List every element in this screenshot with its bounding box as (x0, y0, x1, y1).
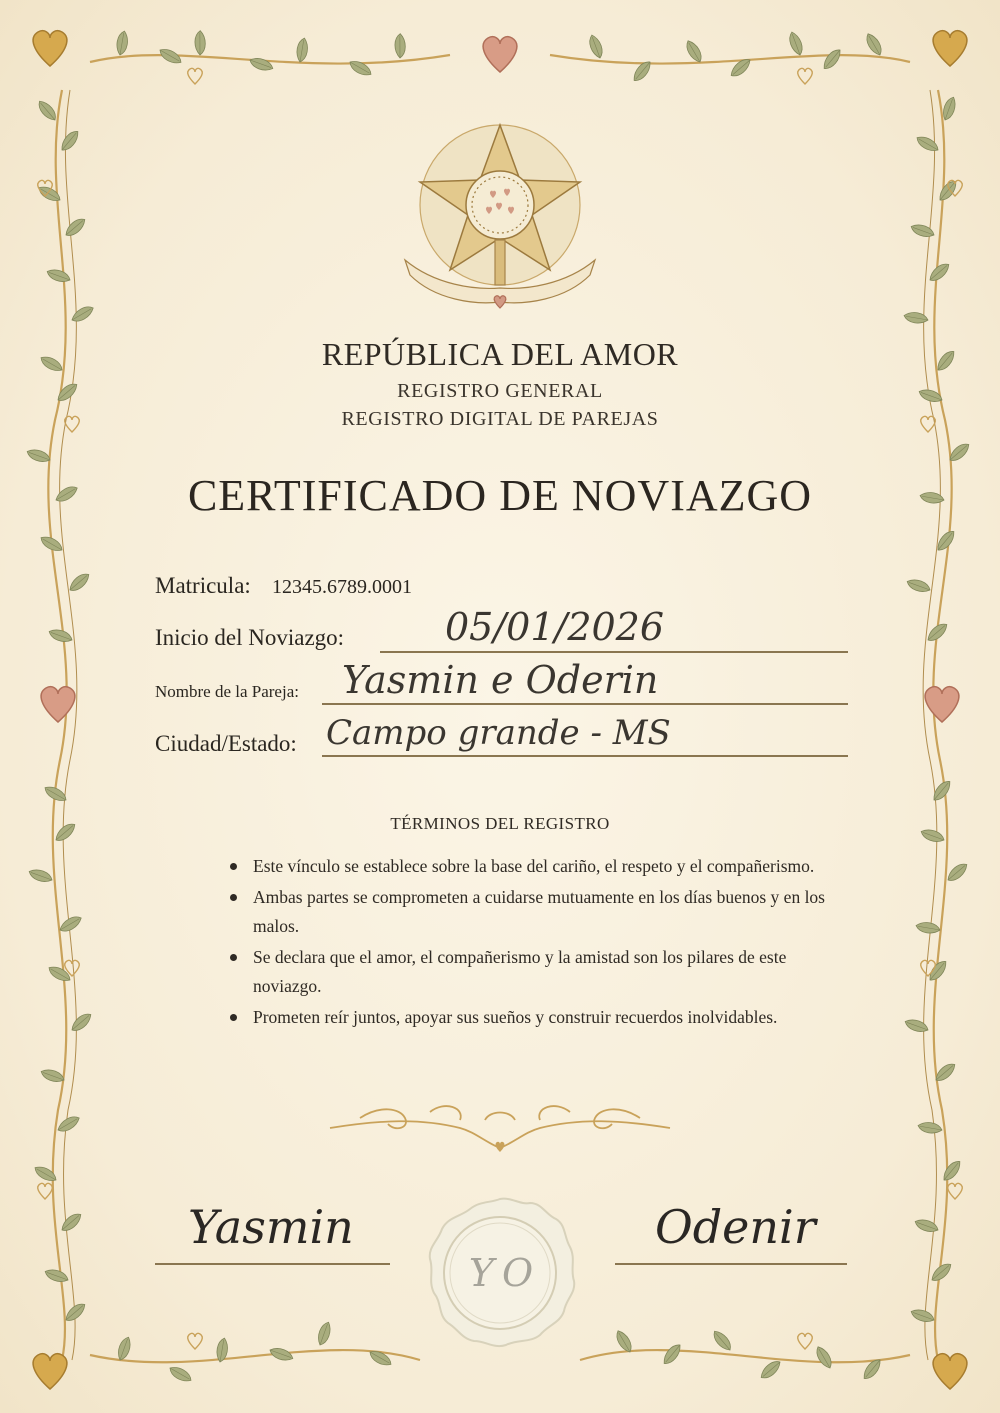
signature-left: Yasmin (188, 1200, 354, 1254)
pareja-underline (322, 703, 848, 705)
ciudad-underline (322, 755, 848, 757)
matricula-label: Matricula: (155, 573, 251, 598)
signature-left-line (155, 1263, 390, 1265)
inicio-underline (380, 651, 848, 653)
inicio-value: 05/01/2026 (445, 605, 665, 649)
matricula-value: 12345.6789.0001 (272, 576, 412, 598)
coat-of-arms-emblem (395, 110, 605, 325)
terms-list (228, 852, 828, 1034)
terms-item: Ambas partes se comprometen a cuidarse mutuamente en los días buenos y en los malos. (228, 883, 828, 941)
certificate-title: CERTIFICADO DE NOVIAZGO (187, 471, 813, 520)
registry-general: REGISTRO GENERAL (397, 380, 603, 402)
terms-item: Prometen reír juntos, apoyar sus sueños y construir recuerdos inolvidables. (228, 1003, 828, 1032)
terms-item: Este vínculo se establece sobre la base del cariño, el respeto y el compañerismo. (228, 852, 828, 881)
signature-right: Odenir (655, 1200, 816, 1254)
signature-right-line (615, 1263, 847, 1265)
ciudad-value: Campo grande - MS (326, 713, 671, 753)
registry-digital: REGISTRO DIGITAL DE PAREJAS (341, 408, 659, 430)
seal-initials: Y O (468, 1251, 532, 1295)
terms-title: TÉRMINOS DEL REGISTRO (390, 814, 610, 833)
republic-heading: REPÚBLICA DEL AMOR (321, 336, 679, 372)
pareja-label: Nombre de la Pareja: (155, 682, 299, 701)
terms-item: Se declara que el amor, el compañerismo y la amistad son los pilares de este noviazgo. (228, 943, 828, 1001)
ciudad-label: Ciudad/Estado: (155, 731, 297, 756)
inicio-label: Inicio del Noviazgo: (155, 625, 345, 650)
pareja-value: Yasmin e Oderin (342, 658, 659, 702)
